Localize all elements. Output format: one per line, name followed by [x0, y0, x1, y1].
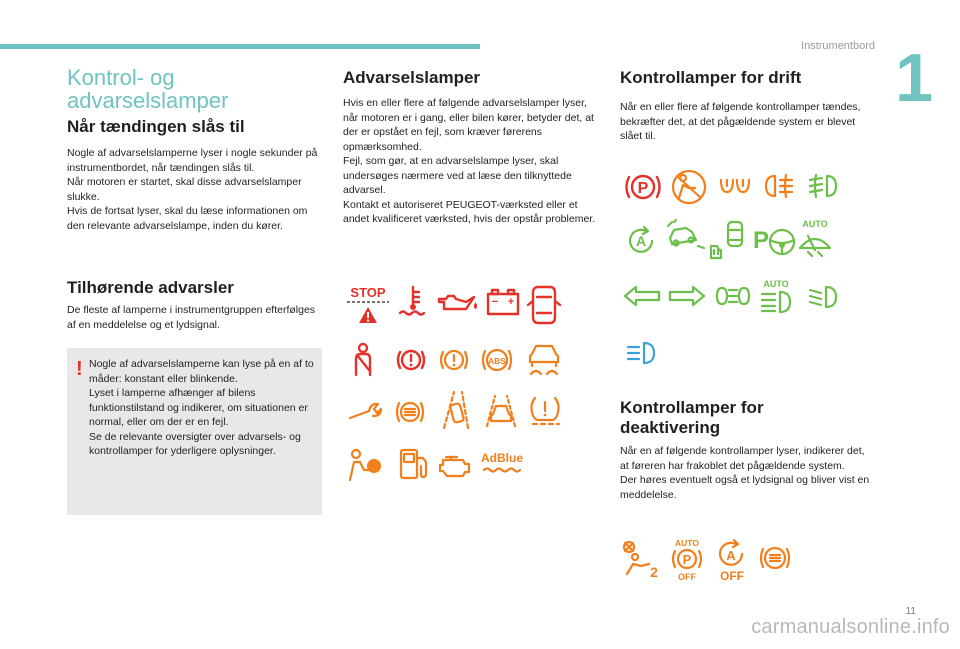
svg-text:P: P — [637, 180, 649, 197]
stop-label: STOP — [350, 285, 386, 300]
deactivation-lamps-heading: Kontrollamper for deaktivering — [620, 398, 764, 437]
svg-text:AdBlue: AdBlue — [481, 451, 523, 465]
parking-brake-icon — [623, 170, 663, 204]
stop-start-icon — [624, 224, 658, 258]
svg-text:A: A — [635, 233, 647, 249]
stop-icon — [345, 284, 391, 326]
lane-keeping-icon — [440, 390, 472, 430]
door-sensor-icon — [708, 220, 750, 260]
svg-text:OFF: OFF — [678, 572, 696, 582]
top-accent-bar — [0, 44, 480, 49]
engine-fault-icon — [437, 452, 473, 478]
svg-text:AUTO: AUTO — [802, 219, 828, 229]
warning-lamps-text: Hvis en eller flere af følgende advarselslamper lyser, når motoren er i gang, eller bilen kører, betyder det, at der er opstået en fejl, som kræver førerens opmærksomhed. Fejl, som gør, at en advarselslampe lyser, skal undersøges nærmere ved at læse den tilknyttede advarsel. Kontakt et autoriseret PEUGEOT-værksted eller et andet kvalificeret værksted, hvis der opstår problemer. — [343, 97, 596, 225]
oil-pressure-icon — [436, 291, 478, 315]
svg-text:2: 2 — [650, 564, 658, 580]
deactivation-lamps-text: Når en af følgende kontrollamper lyser, indikerer det, at føreren har frakoblet det pågældende system. Der høres eventuelt også et lydsignal og bliver vist en meddelelse. — [620, 445, 870, 501]
battery-charge-icon — [486, 288, 520, 316]
svg-text:OFF: OFF — [720, 569, 744, 583]
auto-headlamp-icon — [758, 278, 794, 314]
page-title: Kontrol- og advarselslamper — [67, 65, 229, 113]
note-box — [67, 348, 322, 515]
airbag-icon — [346, 448, 384, 482]
abs-icon — [481, 345, 513, 375]
note-warning-mark: ! — [76, 358, 83, 380]
section-label: Instrumentbord — [801, 40, 875, 52]
watermark: carmanualsonline.info — [751, 616, 950, 638]
svg-text:+: + — [507, 296, 515, 308]
seat-belt-icon — [350, 343, 376, 377]
adblue-icon — [480, 448, 524, 476]
auto-wipe-icon — [796, 218, 834, 258]
blind-spot-icon — [664, 218, 706, 250]
left-turn-icon — [622, 285, 662, 307]
tyre-pressure-icon — [528, 394, 562, 426]
drive-lamps-text: Når en eller flere af følgende kontrollamper tændes, bekræfter det, at det pågældende system er blevet slået til. — [620, 101, 861, 142]
svg-text:−: − — [491, 296, 499, 308]
related-warnings-text: De fleste af lamperne i instrumentgruppen efterfølges af en meddelelse og et lydsignal. — [67, 304, 316, 331]
stability-control-icon — [527, 342, 561, 378]
chapter-number: 1 — [895, 40, 933, 116]
ignition-heading: Når tændingen slås til — [67, 117, 245, 136]
svg-text:P: P — [752, 227, 770, 254]
dipped-beam-icon — [806, 284, 840, 310]
rear-fog-icon — [762, 172, 796, 200]
svg-text:AUTO: AUTO — [675, 538, 699, 548]
service-warning-icon — [439, 345, 469, 375]
related-warnings-heading: Tilhørende advarsler — [67, 278, 234, 297]
right-turn-icon — [667, 285, 707, 307]
lane-departure-icon — [484, 394, 518, 428]
coolant-temperature-icon — [398, 285, 428, 319]
brake-pad-wear-icon — [394, 396, 426, 428]
glow-plug-icon — [718, 176, 752, 196]
fuel-low-icon — [398, 446, 430, 482]
svg-text:AUTO: AUTO — [763, 279, 789, 289]
active-safety-brake-icon — [669, 168, 709, 206]
svg-text:P: P — [682, 552, 692, 567]
svg-text:ABS: ABS — [488, 356, 506, 366]
drive-lamps-heading: Kontrollamper for drift — [620, 68, 802, 87]
stop-start-off-icon — [714, 540, 750, 582]
airbag-off-icon — [621, 540, 661, 580]
steering-assist-icon — [765, 226, 799, 258]
maintenance-wrench-icon — [347, 400, 383, 424]
warning-lamps-heading: Advarselslamper — [343, 68, 481, 87]
note-text: Nogle af advarselslamperne kan lyse på en af to måder: konstant eller blinkende. Lyset i lamperne afhænger af bilens funktionstilstand og indikerer, om situationen er normal, eller om der er en fejl. Se de relevante oversigter over advarsels- og kontrollamper for yderligere oplysninger. — [89, 358, 314, 457]
brake-system-icon — [396, 345, 426, 375]
auto-parking-brake-off-icon — [668, 538, 706, 582]
brake-assist-off-icon — [758, 542, 792, 574]
svg-text:A: A — [726, 548, 736, 563]
front-fog-icon — [806, 172, 840, 200]
sidelights-icon — [714, 284, 752, 308]
page-number: 11 — [905, 606, 916, 617]
main-beam-icon — [624, 340, 658, 366]
ignition-text: Nogle af advarselslamperne lyser i nogle sekunder på instrumentbordet, når tændingen slås til. Når motoren er startet, skal disse advarselslamper slukke. Hvis de fortsat lyser, skal du læse informationen om den relevante advarselslampe, inden du kører. — [67, 147, 318, 232]
door-open-icon — [530, 285, 558, 325]
